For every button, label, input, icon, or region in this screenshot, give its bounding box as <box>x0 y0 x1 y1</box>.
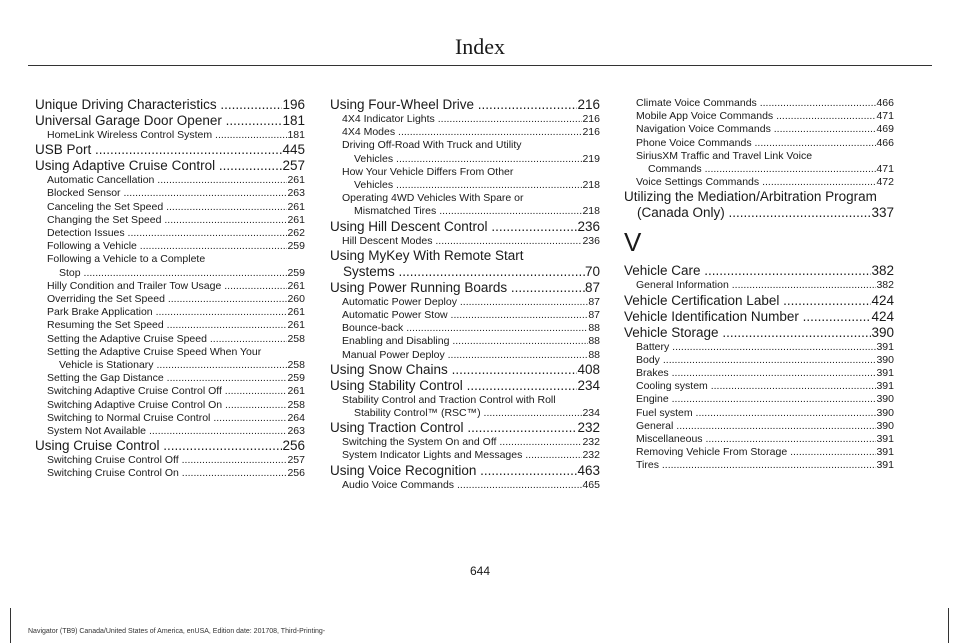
entry-text: Switching Adaptive Cruise Control Off ..... <box>35 385 305 398</box>
index-subentry <box>330 166 600 192</box>
index-subentry <box>330 479 600 492</box>
entry-page: 257 <box>287 454 305 467</box>
entry-text: Using Stability Control ..... <box>330 378 600 394</box>
entry-page: 391 <box>876 380 894 393</box>
entry-page: 216 <box>577 97 600 112</box>
index-subentry <box>624 341 894 354</box>
index-subentry <box>35 129 305 142</box>
entry-text: Overriding the Set Speed ..... <box>35 293 305 306</box>
index-entry <box>330 248 600 280</box>
index-entry <box>35 142 305 158</box>
index-subentry <box>330 139 600 165</box>
section-letter: V <box>624 227 642 258</box>
entry-text: Hill Descent Modes ..... <box>330 235 600 248</box>
entry-text: Battery ..... <box>624 341 894 354</box>
index-subentry <box>35 201 305 214</box>
index-column-1 <box>35 97 305 481</box>
entry-page: 232 <box>582 449 600 462</box>
entry-page: 261 <box>287 213 305 226</box>
entry-text: Voice Settings Commands ..... <box>624 176 894 189</box>
entry-text: Automatic Power Deploy ..... <box>330 296 600 309</box>
entry-page: 236 <box>577 218 600 234</box>
entry-page: 259 <box>287 266 305 279</box>
entry-text: Canceling the Set Speed ..... <box>35 201 305 214</box>
entry-page: 391 <box>876 459 894 472</box>
entry-page: 87 <box>588 309 600 322</box>
entry-text: How Your Vehicle Differs From Other <box>342 165 514 178</box>
entry-text: Setting the Adaptive Cruise Speed ..... <box>35 333 305 346</box>
entry-page: 424 <box>871 292 894 308</box>
entry-text: Using Cruise Control ..... <box>35 438 305 454</box>
entry-page: 469 <box>876 123 894 136</box>
entry-text-continued: Systems ..... <box>330 264 600 280</box>
index-subentry <box>330 335 600 348</box>
entry-page: 258 <box>287 359 305 372</box>
index-entry <box>330 280 600 296</box>
index-subentry <box>330 394 600 420</box>
edition-footer: Navigator (TB9) Canada/United States of America, enUSA, Edition date: 201708, Third-Printing- <box>28 628 326 635</box>
entry-text-continued: Vehicle is Stationary ..... <box>35 359 305 372</box>
entry-page: 260 <box>287 293 305 306</box>
entry-page: 236 <box>582 234 600 247</box>
index-entry <box>330 219 600 235</box>
index-subentry <box>330 235 600 248</box>
entry-page: 391 <box>876 340 894 353</box>
index-subentry <box>35 253 305 279</box>
index-subentry <box>35 319 305 332</box>
index-subentry <box>624 110 894 123</box>
entry-text: Mobile App Voice Commands ..... <box>624 110 894 123</box>
entry-text: Removing Vehicle From Storage ..... <box>624 446 894 459</box>
index-subentry <box>35 467 305 480</box>
entry-page: 390 <box>876 393 894 406</box>
entry-text: Manual Power Deploy ..... <box>330 349 600 362</box>
entry-page: 391 <box>876 433 894 446</box>
index-subentry <box>330 126 600 139</box>
index-subentry <box>624 279 894 292</box>
index-subentry <box>624 367 894 380</box>
crop-mark-right <box>948 608 949 643</box>
entry-text: Unique Driving Characteristics ..... <box>35 97 305 113</box>
entry-page: 261 <box>287 306 305 319</box>
entry-text: USB Port ..... <box>35 142 305 158</box>
entry-page: 391 <box>876 446 894 459</box>
index-entry <box>624 325 894 341</box>
entry-page: 262 <box>287 227 305 240</box>
entry-page: 181 <box>282 113 305 128</box>
entry-text: System Not Available ..... <box>35 425 305 438</box>
entry-page: 256 <box>287 467 305 480</box>
entry-text: Detection Issues ..... <box>35 227 305 240</box>
entry-page: 216 <box>582 113 600 125</box>
header-divider <box>28 65 932 66</box>
entry-text: Cooling system ..... <box>624 380 894 393</box>
index-subentry <box>330 322 600 335</box>
index-entry <box>330 97 600 113</box>
entry-page: 471 <box>876 163 894 176</box>
entry-page: 232 <box>582 436 600 449</box>
entry-text: Setting the Adaptive Cruise Speed When Your <box>47 345 262 358</box>
index-subentry <box>624 123 894 136</box>
index-column-2 <box>330 97 600 492</box>
entry-page: 465 <box>582 478 600 491</box>
entry-page: 258 <box>287 398 305 411</box>
entry-text-continued: (Canada Only) ..... <box>624 205 894 221</box>
entry-page: 390 <box>871 324 894 340</box>
entry-text-continued: Commands ..... <box>624 163 894 176</box>
entry-page: 219 <box>582 152 600 165</box>
entry-page: 259 <box>287 240 305 253</box>
entry-text: Blocked Sensor ..... <box>35 187 305 200</box>
entry-text: 4X4 Modes ..... <box>330 126 600 139</box>
entry-page: 466 <box>876 136 894 149</box>
index-entry <box>330 463 600 479</box>
index-subentry <box>330 309 600 322</box>
entry-text: Switching Adaptive Cruise Control On ..... <box>35 399 305 412</box>
entry-text: Using MyKey With Remote Start <box>330 247 524 263</box>
entry-text: Vehicle Identification Number ..... <box>624 309 894 325</box>
entry-page: 466 <box>876 97 894 109</box>
entry-text: HomeLink Wireless Control System ..... <box>35 129 305 142</box>
entry-page: 472 <box>876 176 894 189</box>
index-subentry <box>35 280 305 293</box>
index-entry <box>624 189 894 221</box>
index-subentry <box>624 354 894 367</box>
entry-page: 257 <box>282 158 305 174</box>
index-subentry <box>35 399 305 412</box>
index-subentry <box>35 306 305 319</box>
page-number: 644 <box>469 564 491 578</box>
entry-text: Vehicle Care ..... <box>624 263 894 279</box>
entry-page: 234 <box>582 407 600 420</box>
index-subentry <box>35 187 305 200</box>
entry-text: Climate Voice Commands ..... <box>624 97 894 110</box>
entry-page: 471 <box>876 110 894 123</box>
index-column-3 <box>624 97 894 473</box>
entry-page: 87 <box>588 295 600 308</box>
entry-page: 261 <box>287 385 305 398</box>
entry-text: Driving Off-Road With Truck and Utility <box>342 139 522 152</box>
index-entry <box>330 378 600 394</box>
index-subentry <box>624 459 894 472</box>
index-subentry <box>35 293 305 306</box>
entry-text: Automatic Cancellation ..... <box>35 174 305 187</box>
index-entry <box>624 263 894 279</box>
entry-text: Changing the Set Speed ..... <box>35 214 305 227</box>
index-subentry <box>330 113 600 126</box>
entry-text: Following a Vehicle ..... <box>35 240 305 253</box>
entry-page: 263 <box>287 187 305 200</box>
entry-text: Switching the System On and Off ..... <box>330 436 600 449</box>
index-subentry <box>624 97 894 110</box>
index-subentry <box>330 296 600 309</box>
entry-page: 337 <box>871 205 894 221</box>
entry-text: Using Power Running Boards ..... <box>330 280 600 296</box>
entry-text: Phone Voice Commands ..... <box>624 137 894 150</box>
entry-page: 382 <box>876 279 894 292</box>
index-subentry <box>330 436 600 449</box>
entry-text: Using Four-Wheel Drive ..... <box>330 97 600 113</box>
entry-page: 264 <box>287 411 305 424</box>
entry-page: 261 <box>287 200 305 213</box>
entry-text: Using Adaptive Cruise Control ..... <box>35 158 305 174</box>
entry-page: 463 <box>577 462 600 478</box>
entry-text: Using Voice Recognition ..... <box>330 463 600 479</box>
entry-text: Resuming the Set Speed ..... <box>35 319 305 332</box>
entry-text-continued: Stability Control™ (RSC™) ..... <box>330 407 600 420</box>
index-subentry <box>624 380 894 393</box>
entry-page: 196 <box>282 97 305 112</box>
entry-page: 181 <box>287 129 305 141</box>
entry-page: 87 <box>584 279 600 295</box>
entry-page: 259 <box>287 372 305 385</box>
index-subentry <box>624 393 894 406</box>
entry-text: Setting the Gap Distance ..... <box>35 372 305 385</box>
entry-text: Switching Cruise Control On ..... <box>35 467 305 480</box>
index-subentry <box>35 174 305 187</box>
entry-text: Using Traction Control ..... <box>330 420 600 436</box>
entry-page: 424 <box>871 308 894 324</box>
index-subentry <box>35 372 305 385</box>
index-subentry <box>35 346 305 372</box>
entry-page: 88 <box>588 348 600 361</box>
entry-text: 4X4 Indicator Lights ..... <box>330 113 600 126</box>
entry-page: 261 <box>287 319 305 332</box>
entry-text-continued: Stop ..... <box>35 267 305 280</box>
entry-text: Universal Garage Door Opener ..... <box>35 113 305 129</box>
entry-text: Operating 4WD Vehicles With Spare or <box>342 192 524 205</box>
entry-text: Tires ..... <box>624 459 894 472</box>
entry-page: 263 <box>287 425 305 438</box>
index-entry <box>35 97 305 113</box>
entry-text: Following a Vehicle to a Complete <box>47 253 206 266</box>
entry-text: Hilly Condition and Trailer Tow Usage ..... <box>35 280 305 293</box>
crop-mark-left <box>10 608 11 643</box>
entry-text: SiriusXM Traffic and Travel Link Voice <box>636 149 813 162</box>
entry-text: General ..... <box>624 420 894 433</box>
entry-text: Enabling and Disabling ..... <box>330 335 600 348</box>
entry-text: General Information ..... <box>624 279 894 292</box>
entry-page: 382 <box>871 263 894 279</box>
index-subentry <box>35 454 305 467</box>
entry-page: 218 <box>582 205 600 218</box>
index-subentry <box>624 176 894 189</box>
index-subentry <box>624 150 894 176</box>
entry-text: Utilizing the Mediation/Arbitration Program <box>624 189 877 205</box>
index-subentry <box>35 385 305 398</box>
index-subentry <box>624 446 894 459</box>
index-subentry <box>35 227 305 240</box>
page-title: Index <box>454 34 506 59</box>
entry-text: Engine ..... <box>624 393 894 406</box>
index-entry <box>35 113 305 129</box>
entry-page: 70 <box>584 263 600 279</box>
entry-text: Navigation Voice Commands ..... <box>624 123 894 136</box>
index-entry <box>35 158 305 174</box>
entry-text: Stability Control and Traction Control with Roll <box>342 393 556 406</box>
index-entry <box>624 309 894 325</box>
entry-page: 216 <box>582 126 600 139</box>
index-subentry <box>35 412 305 425</box>
entry-page: 232 <box>577 420 600 436</box>
entry-page: 445 <box>282 142 305 158</box>
entry-text: Using Hill Descent Control ..... <box>330 219 600 235</box>
entry-text: Vehicle Storage ..... <box>624 325 894 341</box>
entry-text: Miscellaneous ..... <box>624 433 894 446</box>
index-subentry <box>624 137 894 150</box>
entry-text: Body ..... <box>624 354 894 367</box>
entry-text: Switching to Normal Cruise Control ..... <box>35 412 305 425</box>
entry-page: 390 <box>876 353 894 366</box>
entry-page: 390 <box>876 406 894 419</box>
entry-text: Bounce-back ..... <box>330 322 600 335</box>
index-subentry <box>35 214 305 227</box>
entry-text: Using Snow Chains ..... <box>330 362 600 378</box>
entry-text-continued: Mismatched Tires ..... <box>330 205 600 218</box>
entry-text: Switching Cruise Control Off ..... <box>35 454 305 467</box>
entry-text: System Indicator Lights and Messages ..... <box>330 449 600 462</box>
entry-page: 390 <box>876 419 894 432</box>
index-entry <box>330 420 600 436</box>
entry-page: 88 <box>588 335 600 348</box>
index-subentry <box>35 240 305 253</box>
index-subentry <box>330 449 600 462</box>
entry-page: 258 <box>287 332 305 345</box>
index-subentry <box>624 420 894 433</box>
index-subentry <box>624 433 894 446</box>
index-subentry <box>35 425 305 438</box>
entry-text-continued: Vehicles ..... <box>330 179 600 192</box>
entry-page: 408 <box>577 361 600 377</box>
index-entry <box>35 438 305 454</box>
index-subentry <box>35 333 305 346</box>
index-entry <box>330 362 600 378</box>
entry-page: 391 <box>876 367 894 380</box>
entry-text: Automatic Power Stow ..... <box>330 309 600 322</box>
entry-page: 261 <box>287 174 305 187</box>
index-subentry <box>330 192 600 218</box>
entry-text: Park Brake Application ..... <box>35 306 305 319</box>
entry-page: 261 <box>287 279 305 292</box>
entry-text-continued: Vehicles ..... <box>330 153 600 166</box>
entry-page: 88 <box>588 322 600 335</box>
index-entry <box>624 293 894 309</box>
entry-page: 218 <box>582 179 600 192</box>
index-subentry <box>624 407 894 420</box>
entry-text: Vehicle Certification Label ..... <box>624 293 894 309</box>
entry-page: 256 <box>282 438 305 454</box>
index-subentry <box>330 349 600 362</box>
entry-text: Brakes ..... <box>624 367 894 380</box>
entry-page: 234 <box>577 377 600 393</box>
entry-text: Fuel system ..... <box>624 407 894 420</box>
entry-text: Audio Voice Commands ..... <box>330 479 600 492</box>
